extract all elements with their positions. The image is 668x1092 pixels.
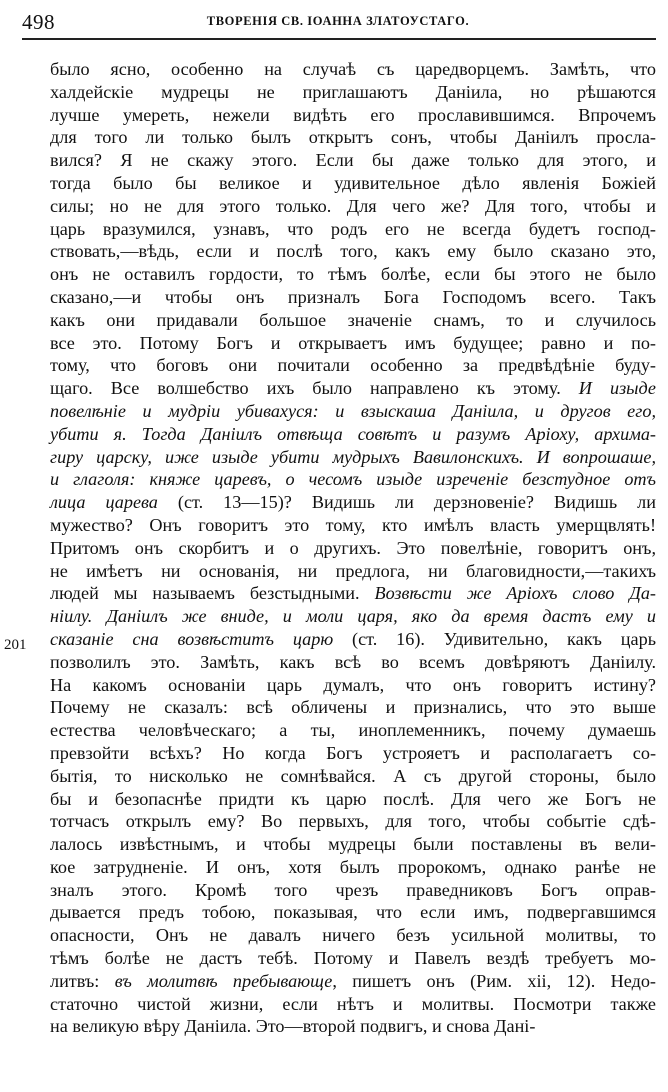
text-line (50, 924, 656, 947)
text-segment: естества человѣческаго; а ты, иноплеменникъ, почему думаешь (50, 720, 656, 741)
quotation-segment: ніилу. Даніилъ же вниде, и моли царя, яко да время дастъ ему и (50, 606, 656, 627)
text-segment: сказано,—и чтобы онъ призналъ Бога Господомъ всего. Такъ (50, 286, 656, 307)
quotation-segment: въ молитвѣ пребывающе (114, 970, 333, 991)
text-segment: кое затрудненіе. И онъ, хотя былъ пророкомъ, однако ранѣе не (50, 856, 656, 877)
text-line (50, 58, 656, 81)
text-line (50, 582, 656, 605)
text-segment: было ясно, особенно на случаѣ съ царедворцемъ. Замѣть, что (50, 59, 656, 79)
text-line (50, 560, 656, 583)
text-line (50, 195, 656, 218)
header-rule (22, 38, 656, 40)
quotation-segment: и глаголя: княже царевъ, о чесомъ изыде изреченіе безстудное отъ (50, 469, 656, 490)
text-line (50, 674, 656, 697)
text-line (50, 400, 656, 423)
text-segment: Притомъ онъ скорбитъ и о другихъ. Это повелѣніе, говоритъ онъ, (50, 537, 656, 558)
text-segment: халдейскіе мудрецы не приглашаютъ Даніила, но рѣшаются (50, 81, 656, 102)
text-line (50, 742, 656, 765)
text-line (50, 1015, 656, 1038)
text-segment: На какомъ основаніи царь думалъ, что онъ говоритъ истину? (50, 674, 656, 695)
quotation-segment: повелѣніе и мудріи убивахуся: и взыскаша Даніила, и другов его, (50, 400, 656, 421)
quotation-segment: лица царева (50, 492, 158, 513)
page-header (22, 10, 654, 36)
text-line (50, 628, 656, 651)
margin-note: 201 (4, 637, 27, 653)
text-segment: людей мы называемъ безстыдными. (50, 583, 375, 604)
text-line (50, 514, 656, 537)
text-segment: щаго. Все волшебство ихъ было направлено къ этому. (50, 378, 579, 399)
text-segment: позволилъ это. Замѣть, какъ всѣ во всемъ довѣряютъ Даніилу. (50, 651, 656, 672)
text-line (50, 218, 656, 241)
text-line (50, 605, 656, 628)
text-segment: мужество? Онъ говоритъ это тому, кто имѣлъ власть умерщвлять! (50, 514, 656, 535)
text-segment: все это. Потому Богъ и открываетъ имъ будущее; равно и по- (50, 332, 656, 353)
body-text (50, 58, 656, 1038)
text-line (50, 172, 656, 195)
running-head: ТВОРЕНІЯ СВ. ІОАННА ЗЛАТОУСТАГО. (206, 14, 470, 28)
text-line (50, 537, 656, 560)
text-segment: лучше умереть, нежели видѣть его прославившимся. Впрочемъ (50, 104, 656, 125)
text-segment: тотчасъ открылъ ему? Во первыхъ, для того, чтобы событіе сдѣ- (50, 811, 656, 832)
text-line (50, 810, 656, 833)
quotation-segment: И изыде (578, 378, 656, 399)
text-line (50, 491, 656, 514)
text-line (50, 286, 656, 309)
text-segment: на великую вѣру Даніила. Это—второй подвигъ, и снова Дані- (50, 1016, 536, 1037)
text-segment: царь вразумился, узнавъ, что родъ его не всегда будетъ господ- (50, 218, 656, 239)
text-segment: Почему не сказалъ: всѣ обличены и признались, что это выше (50, 697, 656, 718)
text-line (50, 879, 656, 902)
text-line (50, 947, 656, 970)
text-segment: онъ не оставилъ гордости, то тѣмъ болѣе, если бы этого не было (50, 264, 656, 285)
text-line (50, 149, 656, 172)
text-segment: , пишетъ онъ (Рим. xii, 12). Недо- (332, 970, 656, 991)
text-line (50, 423, 656, 446)
text-line (50, 446, 656, 469)
text-segment: (ст. 13—15)? Видишь ли дерзновеніе? Видишь ли (157, 492, 656, 513)
text-line (50, 263, 656, 286)
text-segment: (ст. 16). Удивительно, какъ царь (333, 628, 656, 649)
text-segment: тому, что боговъ они почитали особенно за предвѣдѣніе буду- (50, 355, 656, 376)
text-segment: статочно чистой жизни, если нѣтъ и молитвы. Посмотри также (50, 993, 656, 1014)
text-segment: вился? Я не скажу этого. Если бы даже только для этого, и (50, 150, 656, 171)
quotation-segment: убити я. Тогда Даніилъ отвѣща совѣтъ и разумъ Аріоху, архима- (50, 423, 656, 444)
text-segment: превзойти всѣхъ? Но когда Богъ устрояетъ и располагаетъ со- (50, 742, 656, 763)
text-segment: лалось извѣстнымъ, и чтобы мудрецы были поставлены въ вели- (50, 834, 656, 855)
page-number: 498 (22, 10, 55, 34)
text-segment: зналъ этого. Кромѣ того чрезъ праведниковъ Богъ оправ- (50, 879, 656, 900)
text-segment: для того ли только былъ открытъ сонъ, чтобы Даніилъ просла- (50, 127, 656, 148)
text-line (50, 719, 656, 742)
text-segment: бы и безопаснѣе придти къ царю послѣ. Для чего же Богъ не (50, 788, 656, 809)
quotation-segment: сказаніе сна возвѣститъ царю (50, 628, 334, 649)
text-line (50, 332, 656, 355)
text-line (50, 970, 656, 993)
text-segment: силы; но не для этого только. Для чего же? Для того, чтобы и (50, 195, 656, 216)
text-segment: тѣмъ болѣе не дастъ тебѣ. Потому и Павелъ вездѣ требуетъ мо- (50, 948, 656, 969)
text-line (50, 126, 656, 149)
text-segment: тогда было бы великое и удивительное дѣло явленія Божіей (50, 172, 656, 193)
text-segment: литвъ: (50, 970, 115, 991)
text-segment: дывается предъ тобою, показывая, что если имъ, подвергавшимся (50, 902, 656, 923)
text-line (50, 377, 656, 400)
text-line (50, 309, 656, 332)
text-segment: ствовать,—вѣдь, если и послѣ того, какъ ему было сказано это, (50, 241, 656, 262)
quotation-segment: гиру царску, иже изыде убити мудрыхъ Вавилонскихъ. И вопрошаше, (50, 446, 656, 467)
quotation-segment: Возвѣсти же Аріохъ слово Да- (374, 583, 656, 604)
text-line (50, 765, 656, 788)
text-line (50, 993, 656, 1016)
text-segment: не имѣетъ ни основанія, ни предлога, ни благовидности,—такихъ (50, 560, 656, 581)
text-line (50, 468, 656, 491)
text-line (50, 696, 656, 719)
text-segment: какъ они придавали большое значеніе снамъ, то и случилось (50, 309, 656, 330)
text-segment: опасности, Онъ не давалъ ничего безъ усильной молитвы, то (50, 925, 656, 946)
text-line (50, 81, 656, 104)
text-line (50, 104, 656, 127)
text-line (50, 901, 656, 924)
text-line (50, 240, 656, 263)
text-line (50, 354, 656, 377)
text-line (50, 856, 656, 879)
text-line (50, 788, 656, 811)
text-segment: бытія, то нисколько не сомнѣвайся. А съ другой стороны, было (50, 765, 656, 786)
text-line (50, 833, 656, 856)
text-line (50, 651, 656, 674)
